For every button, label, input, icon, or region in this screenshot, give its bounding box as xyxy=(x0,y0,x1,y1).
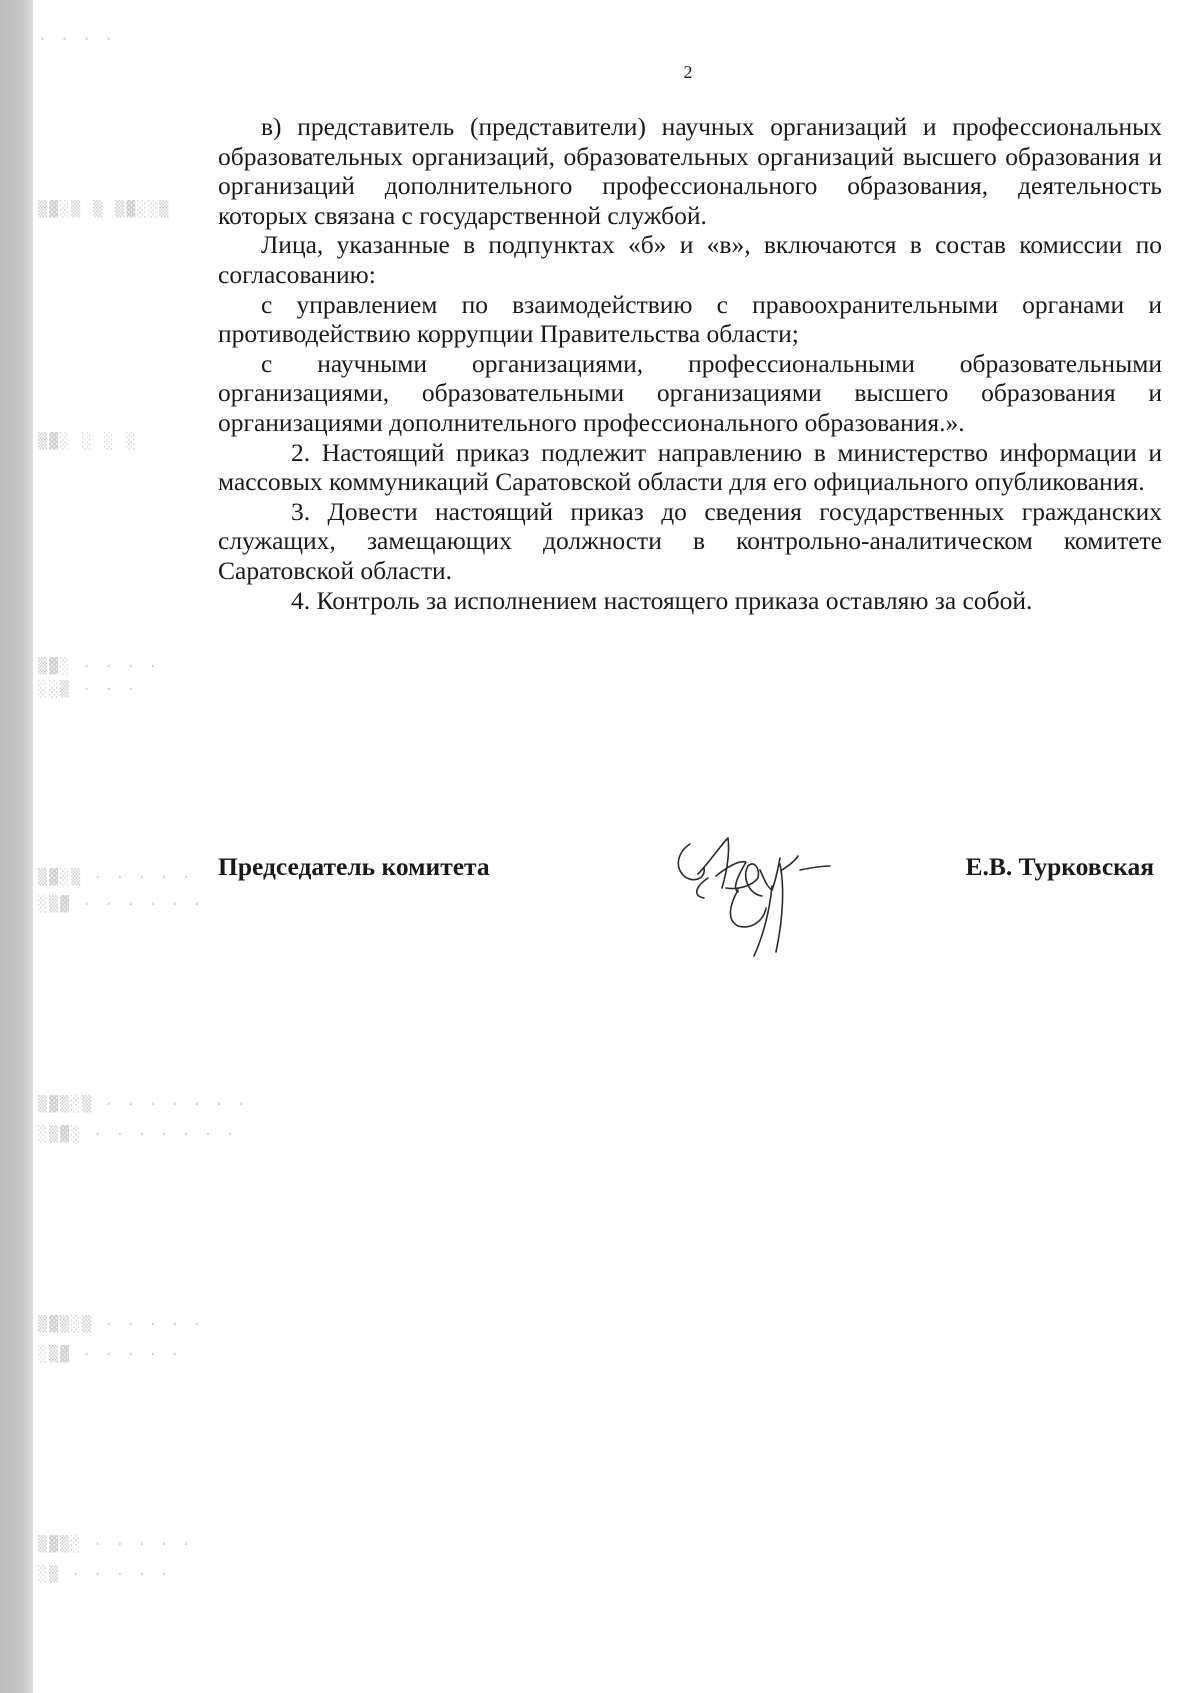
bleed-through-artifact: ░▒▓ · · · · · xyxy=(38,1345,182,1363)
scan-edge xyxy=(0,0,33,1693)
bleed-through-artifact: ▒▓░ · · · · xyxy=(38,657,160,675)
handwritten-signature xyxy=(668,824,848,959)
paragraph: 4. Контроль за исполнением настоящего приказа оставляю за собой. xyxy=(291,585,1033,615)
paragraph: с управлением по взаимодействию с правоохранительными органами и противодействию коррупции Правительства области; xyxy=(218,289,1162,349)
document-body xyxy=(218,112,1162,615)
bleed-through-artifact: ▒▓▒░ · · · · · xyxy=(38,1535,193,1553)
paragraph: с научными организациями, профессиональными образовательными организациями, образовательными организациями высшего образования и организациями дополнительного профессионального образования.». xyxy=(218,348,1162,437)
bleed-through-artifact: ░▒ · · · · · xyxy=(38,1565,171,1583)
paragraph: 3. Довести настоящий приказ до сведения государственных гражданских служащих, замещающих должности в контрольно-аналитическом комитете Саратовской области. xyxy=(218,496,1162,585)
bleed-through-artifact: ▒▓░▒ · · · · · xyxy=(38,868,193,886)
bleed-through-artifact: ░░▒ · · · xyxy=(38,680,138,698)
paragraph: Лица, указанные в подпунктах «б» и «в», включаются в состав комиссии по согласованию: xyxy=(218,230,1162,289)
bleed-through-artifact: ▒▓▒░▒ · · · · · xyxy=(38,1315,204,1333)
paragraph: в) представитель (представители) научных организаций и профессиональных образовательных организаций, образовательных организаций высшего образования и организаций дополнительного профессионального образования, деятельность которых связана с государственной службой. xyxy=(218,112,1162,230)
bleed-through-artifact: ░▒▓ · · · · · · xyxy=(38,895,204,913)
page-number: 2 xyxy=(683,62,693,82)
signatory-position: Председатель комитета xyxy=(218,852,490,881)
bleed-through-artifact: ▒▓▒░▒ · · · · · · · xyxy=(38,1095,248,1113)
bleed-through-artifact: ░▒▓░ · · · · · · · xyxy=(38,1125,237,1143)
bleed-through-artifact: ▒▓░▒ ▒ ▒▓░░▒ xyxy=(38,200,171,218)
signatory-name: Е.В. Турковская xyxy=(965,852,1154,881)
paragraph: 2. Настоящий приказ подлежит направлению в министерство информации и массовых коммуникаций Саратовской области для его официального опубликования. xyxy=(218,437,1162,497)
signature-block xyxy=(218,852,1162,962)
bleed-through-artifact: · · · · xyxy=(38,30,116,48)
bleed-through-artifact: ▒▓░ ░ ░ ░ xyxy=(38,432,138,450)
